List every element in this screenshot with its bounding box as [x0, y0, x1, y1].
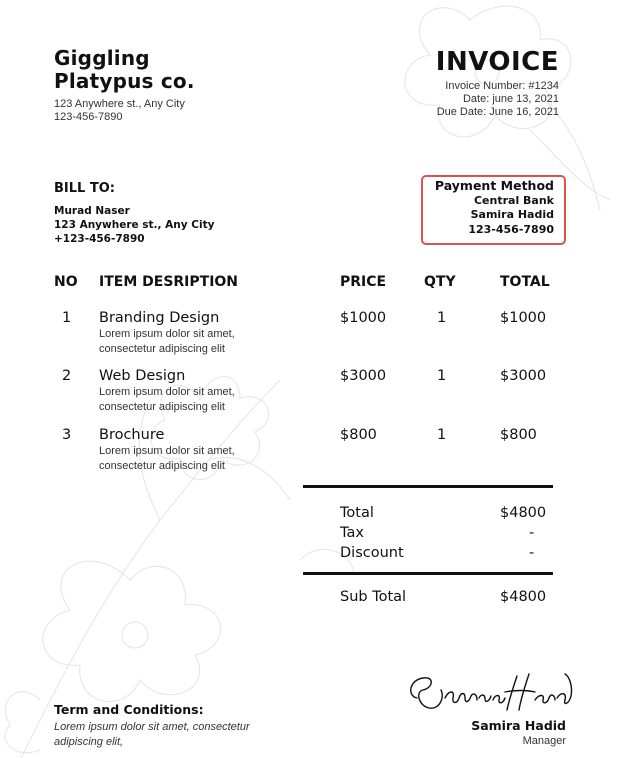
company-phone: 123-456-7890 [54, 111, 123, 123]
totals-bottom-divider [303, 572, 553, 575]
item-description [99, 385, 274, 415]
item-description-line1: Lorem ipsum dolor sit amet, [99, 445, 235, 457]
item-description-line2: consectetur adipiscing elit [99, 401, 225, 413]
item-qty: 1 [437, 310, 447, 326]
item-price: $3000 [340, 368, 387, 384]
company-name-line1: Giggling [54, 46, 150, 70]
terms-heading: Term and Conditions: [54, 702, 204, 717]
column-header-price: PRICE [340, 274, 387, 290]
terms-text [54, 720, 250, 750]
invoice-number: Invoice Number: #1234 [445, 80, 559, 92]
item-name: Brochure [99, 427, 165, 443]
subtotal-value: $4800 [500, 589, 547, 605]
payment-bank: Central Bank [473, 193, 554, 207]
signer-role: Manager [522, 735, 566, 747]
totals-top-divider [303, 485, 553, 488]
column-header-qty: QTY [424, 274, 456, 290]
item-total: $3000 [500, 368, 547, 384]
company-name [54, 47, 195, 93]
payment-method-heading: Payment Method [434, 178, 554, 193]
payment-holder: Samira Hadid [470, 208, 554, 221]
discount-label: Discount [340, 545, 404, 561]
column-header-no: NO [54, 274, 78, 290]
tax-value: - [529, 525, 535, 541]
bill-to-heading: BILL TO: [54, 181, 115, 196]
payment-account: 123-456-7890 [468, 222, 554, 236]
handwritten-signature [405, 668, 575, 716]
company-name-line2: Platypus co. [54, 69, 195, 93]
item-price: $800 [340, 427, 377, 443]
item-description-line1: Lorem ipsum dolor sit amet, [99, 328, 235, 340]
invoice-date: Date: june 13, 2021 [462, 93, 559, 105]
signer-block [471, 718, 566, 747]
bill-to-address: 123 Anywhere st., Any City [54, 219, 215, 231]
tax-label: Tax [340, 525, 364, 541]
subtotal-label: Sub Total [340, 589, 407, 605]
invoice-meta [437, 80, 559, 119]
terms-line1: Lorem ipsum dolor sit amet, consectetur [54, 721, 250, 733]
item-description [99, 327, 274, 357]
column-header-item: ITEM DESRIPTION [99, 274, 239, 290]
total-value: $4800 [500, 505, 547, 521]
row-number: 3 [62, 427, 72, 443]
item-name: Web Design [99, 368, 186, 384]
row-number: 2 [62, 368, 72, 384]
invoice-title: INVOICE [435, 47, 559, 77]
item-description-line2: consectetur adipiscing elit [99, 460, 225, 472]
row-number: 1 [62, 310, 72, 326]
item-description-line1: Lorem ipsum dolor sit amet, [99, 386, 235, 398]
payment-method [435, 179, 554, 237]
discount-value: - [529, 545, 535, 561]
signer-name: Samira Hadid [471, 718, 566, 733]
item-qty: 1 [437, 427, 447, 443]
item-description-line2: consectetur adipiscing elit [99, 343, 225, 355]
item-description [99, 444, 274, 474]
total-label: Total [340, 505, 374, 521]
invoice-due-date: Due Date: June 16, 2021 [436, 106, 559, 118]
terms-line2: adipiscing elit, [54, 736, 124, 748]
company-contact [54, 98, 185, 124]
item-qty: 1 [437, 368, 447, 384]
company-address: 123 Anywhere st., Any City [54, 98, 185, 110]
item-price: $1000 [340, 310, 387, 326]
column-header-total: TOTAL [500, 274, 550, 290]
bill-to-phone: +123-456-7890 [54, 233, 145, 245]
bill-to-name: Murad Naser [54, 205, 130, 217]
bill-to-details [54, 204, 214, 246]
item-name: Branding Design [99, 310, 220, 326]
item-total: $800 [500, 427, 537, 443]
item-total: $1000 [500, 310, 547, 326]
